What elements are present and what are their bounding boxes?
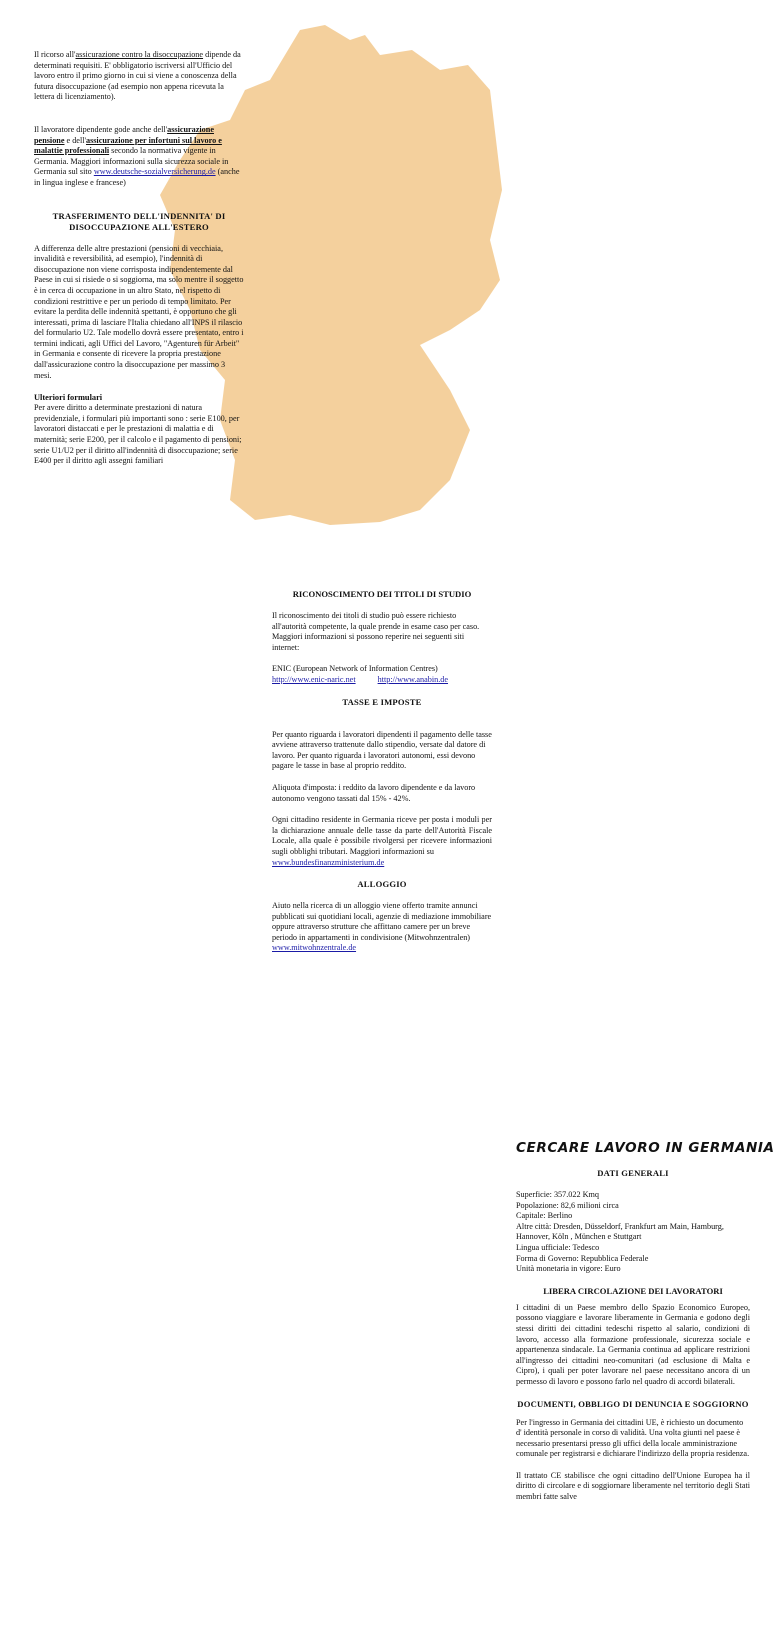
- text: e dell': [64, 135, 86, 145]
- free-movement-paragraph: I cittadini di un Paese membro dello Spazio Economico Europeo, possono viaggiare e lavorare liberamente in Germania e godono degli stessi diritti dei cittadini tedeschi rispetto al salario, condizioni di lavoro, accesso alla formazione professionale, sicurezza sociale e appartenenza sindacale. La Germania continua ad applicare restrizioni all'ingresso dei cittadini neo-comunitari (ad esclusione di Malta e Cipro), i quali per poter lavorare nel paese necessitano ancora di un permesso di lavoro e possono farlo nel quadro di accordi bilaterali.: [516, 1302, 750, 1386]
- text-bold-underlined: assicurazione per infortuni sul lavoro e malattie professionali: [34, 135, 222, 156]
- tax-declaration-paragraph: Ogni cittadino residente in Germania riceve per posta i moduli per la dichiarazione annuale delle tasse da parte dell'Autorità Fiscale Locale, alla quale è possibile rivolgersi per ricevere informazioni sugli obblighi tributari. Maggiori informazioni su: [272, 815, 492, 856]
- documents-paragraph: Per l'ingresso in Germania dei cittadini UE, è richiesto un documento d' identità personale in corso di validità. Una volta giunti nel paese è necessario presentarsi presso gli uffici della locale amministrazione comunale per registrarsi e dichiarare l'indirizzo della propria residenza.: [516, 1417, 750, 1459]
- text: secondo la normativa vigente in Germania. Maggiori informazioni sulla sicurezza sociale in Germania sul sito: [34, 146, 229, 177]
- enic-link[interactable]: http://www.enic-naric.net: [272, 674, 356, 684]
- pension-insurance-paragraph: [34, 125, 244, 189]
- text: Aiuto nella ricerca di un alloggio viene offerto tramite annunci pubblicati sui quotidiani locali, agenzie di mediazione immobiliare oppure attraverso strutture che affittano camere per un breve periodo in appartamenti in condivisione (Mitwohnzentralen): [272, 901, 492, 942]
- finance-ministry-link[interactable]: www.bundesfinanzministerium.de: [272, 857, 385, 867]
- tax-rate-paragraph: Aliquota d'imposta: i reddito da lavoro dipendente e da lavoro autonomo vengono tassati dal 15% - 42%.: [272, 782, 476, 803]
- fact-item: Altre città: Dresden, Düsseldorf, Frankfurt am Main, Hamburg, Hannover, Köln , München e Stuttgart: [516, 1221, 724, 1242]
- page-title: CERCARE LAVORO IN GERMANIA: [516, 1140, 775, 1156]
- anabin-link[interactable]: http://www.anabin.de: [377, 674, 449, 684]
- fact-item: Superficie: 357.022 Kmq: [516, 1190, 599, 1199]
- forms-paragraph: Per avere diritto a determinate prestazioni di natura previdenziale, i formulari più importanti sono : serie E100, per lavoratori distaccati e per le prestazioni di malattia e di maternità; serie E200, per il calcolo e il pagamento di pensioni; serie U1/U2 per il diritto all'indennità di disoccupazione; serie E400 per il diritto agli assegni familiari: [34, 403, 242, 466]
- general-facts-list: [516, 1190, 750, 1275]
- ec-treaty-paragraph: Il trattato CE stabilisce che ogni cittadino dell'Unione Europea ha il diritto di circolare e di soggiornare liberamente nel territorio degli Stati membri fatte salve: [516, 1470, 750, 1502]
- text: dipende da determinati requisiti. E' obbligatorio iscriversi all'Ufficio del lavoro entro il primo giorno in cui si viene a conoscenza della futura disoccupazione (ad esempio non appena ricevuta la lettera di licenziamento).: [34, 50, 241, 102]
- fact-item: Unità monetaria in vigore: Euro: [516, 1264, 621, 1274]
- taxes-paragraph: Per quanto riguarda i lavoratori dipendenti il pagamento delle tasse avviene attraverso trattenute dallo stipendio, versate dal datore di lavoro. Per quanto riguarda i lavoratori autonomi, essi devono pagare le tasse in base al proprio reddito.: [272, 729, 492, 771]
- section-heading-documents: DOCUMENTI, OBBLIGO DI DENUNCIA E SOGGIORNO: [517, 1398, 749, 1409]
- transfer-paragraph: A differenza delle altre prestazioni (pensioni di vecchiaia, invalidità e reversibilità, ad esempio), l'indennità di disoccupazione non viene corrisposta indipendentemente dal Paese in cui si risiede o si soggiorna, ma solo mentre il soggetto è in cerca di occupazione in un altro Stato, nel rispetto di condizioni restrittive e per un periodo di tempo limitato. Per evitare la perdita delle indennità spettanti, è opportuno che gli interessati, prima di lasciare l'Italia chiedano all'INPS il rilascio del formulario U2. Tale modello dovrà essere presentato, entro i termini indicati, agli Uffici del Lavoro, "Agenturen für Arbeit" in Germania e consente di ricevere la propria prestazione dall'assicurazione contro la disoccupazione per massimo 3 mesi.: [34, 243, 244, 380]
- section-heading-taxes: TASSE E IMPOSTE: [342, 696, 422, 707]
- text-bold-underlined: assicurazione pensione: [34, 124, 214, 145]
- section-heading-housing: ALLOGGIO: [357, 879, 407, 890]
- section-heading-free-movement: LIBERA CIRCOLAZIONE DEI LAVORATORI: [543, 1285, 723, 1296]
- section-heading-forms: Ulteriori formulari: [34, 393, 103, 403]
- section-heading-general-data: DATI GENERALI: [597, 1168, 669, 1178]
- section-heading-qualifications: RICONOSCIMENTO DEI TITOLI DI STUDIO: [292, 589, 472, 599]
- text-underlined: assicurazione contro la disoccupazione: [75, 50, 204, 59]
- fact-item: Popolazione: 82,6 milioni circa: [516, 1200, 619, 1210]
- enic-line: ENIC (European Network of Information Centres): [272, 664, 438, 674]
- qualifications-paragraph: Il riconoscimento dei titoli di studio può essere richiesto all'autorità competente, la quale prende in esame caso per caso. Maggiori informazioni si possono reperire nei seguenti siti internet:: [272, 611, 480, 652]
- fact-item: Forma di Governo: Repubblica Federale: [516, 1253, 649, 1263]
- unemployment-insurance-paragraph: [34, 50, 244, 103]
- section-heading-transfer: TRASFERIMENTO DELL'INDENNITA' DI DISOCCUPAZIONE ALL'ESTERO: [52, 210, 226, 232]
- social-insurance-link[interactable]: www.deutsche-sozialversicherung.de: [93, 167, 216, 177]
- column-right: [512, 1086, 775, 1629]
- housing-paragraph: [272, 901, 492, 954]
- column-middle: [256, 543, 512, 1086]
- column-left: [0, 0, 256, 543]
- fact-item: Lingua ufficiale: Tedesco: [516, 1242, 600, 1252]
- links-line: [272, 675, 492, 686]
- text: Il ricorso all': [34, 50, 76, 59]
- fact-item: Capitale: Berlino: [516, 1211, 573, 1221]
- text: (anche in lingua inglese e francese): [34, 167, 240, 187]
- text: Il lavoratore dipendente gode anche dell': [34, 124, 168, 134]
- mitwohnzentrale-link[interactable]: www.mitwohnzentrale.de: [272, 943, 357, 953]
